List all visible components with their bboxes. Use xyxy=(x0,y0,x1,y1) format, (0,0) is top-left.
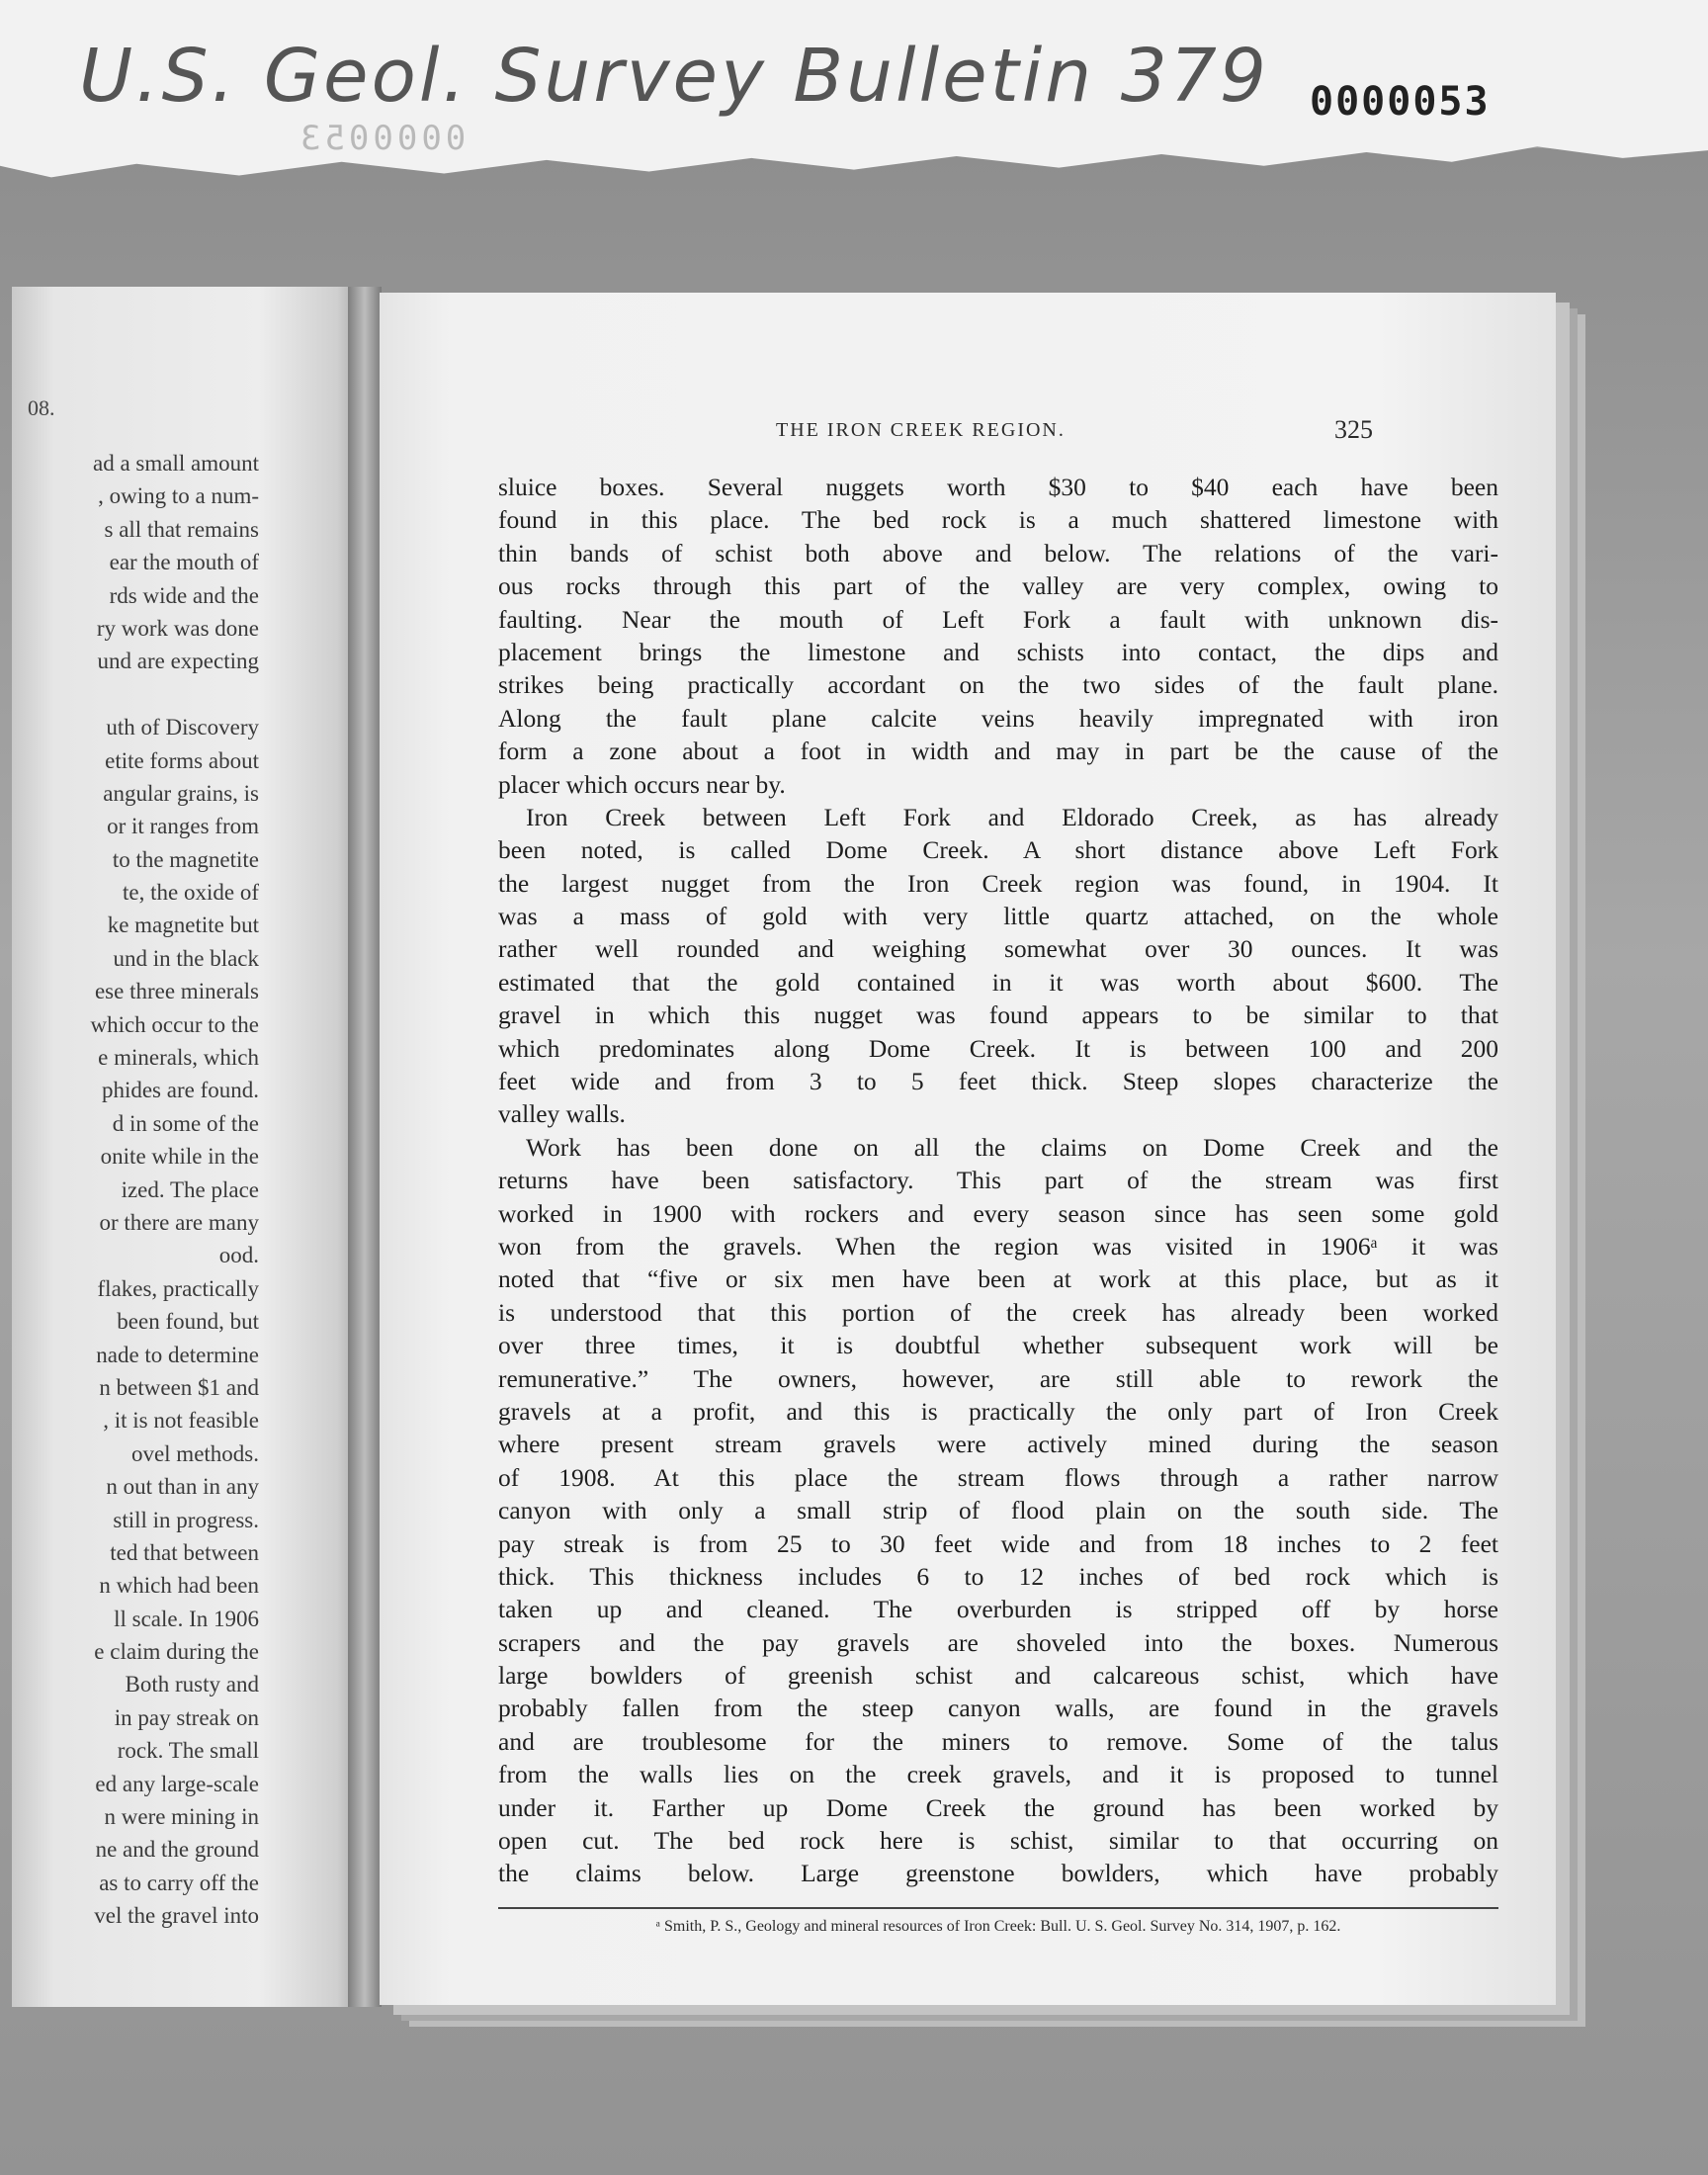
text-line: feet wide and from 3 to 5 feet thick. Steep slopes characterize the xyxy=(498,1067,1498,1096)
left-facing-page xyxy=(12,287,366,2007)
text-line: probably fallen from the steep canyon walls, are found in the gravels xyxy=(498,1694,1498,1723)
left-text-line: Both rusty and xyxy=(125,1672,259,1697)
text-line: the largest nugget from the Iron Creek region was found, in 1904. It xyxy=(498,868,1498,898)
left-text-line: or it ranges from xyxy=(107,814,259,839)
text-line: been noted, is called Dome Creek. A short distance above Left Fork xyxy=(498,835,1498,865)
text-line: strikes being practically accordant on the two sides of the fault plane. xyxy=(498,670,1498,700)
left-text-line: etite forms about xyxy=(105,747,259,773)
left-text-line: ll scale. In 1906 xyxy=(114,1606,259,1631)
left-text-line: n which had been xyxy=(99,1573,259,1599)
text-line: found in this place. The bed rock is a much shattered limestone with xyxy=(498,505,1498,535)
text-line: where present stream gravels were actively mined during the season xyxy=(498,1430,1498,1459)
left-page-number: 08. xyxy=(28,395,55,420)
left-text-line: phides are found. xyxy=(101,1078,259,1103)
document-number-stamp: 0000053 xyxy=(1310,79,1491,125)
text-line: which predominates along Dome Creek. It is between 100 and 200 xyxy=(498,1033,1498,1063)
text-line: valley walls. xyxy=(498,1099,626,1129)
text-line: gravels at a profit, and this is practically the only part of Iron Creek xyxy=(498,1396,1498,1426)
body-text xyxy=(498,471,1498,1890)
text-line: placer which occurs near by. xyxy=(498,769,786,799)
text-line: over three times, it is doubtful whether subsequent work will be xyxy=(498,1331,1498,1360)
left-text-line: to the magnetite xyxy=(112,846,259,872)
text-line: worked in 1900 with rockers and every season since has seen some gold xyxy=(498,1198,1498,1228)
left-text-line: rock. The small xyxy=(117,1738,259,1764)
left-text-line: ke magnetite but xyxy=(107,913,259,938)
left-text-line: ad a small amount xyxy=(93,451,259,476)
left-text-line: still in progress. xyxy=(113,1507,259,1532)
left-text-line: uth of Discovery xyxy=(106,715,259,740)
text-line: ous rocks through this part of the valley are very complex, owing to xyxy=(498,571,1498,601)
left-text-line: ted that between xyxy=(110,1539,259,1565)
text-line: under it. Farther up Dome Creek the ground has been worked by xyxy=(498,1792,1498,1822)
handwritten-note: U.S. Geol. Survey Bulletin 379 xyxy=(79,34,1269,119)
left-text-line: nade to determine xyxy=(96,1342,259,1367)
left-text-line: und in the black xyxy=(113,945,259,971)
left-text-line: ood. xyxy=(218,1243,259,1268)
left-text-line: onite while in the xyxy=(100,1144,259,1170)
left-text-line: n between $1 and xyxy=(99,1374,259,1400)
left-text-line: ne and the ground xyxy=(95,1837,259,1863)
text-line: placement brings the limestone and schists into contact, the dips and xyxy=(498,637,1498,666)
left-text-line: , owing to a num- xyxy=(98,483,259,509)
left-text-line: ry work was done xyxy=(96,615,259,641)
text-line: estimated that the gold contained in it was worth about $600. The xyxy=(498,967,1498,997)
left-text-line: in pay streak on xyxy=(114,1704,259,1730)
text-line: returns have been satisfactory. This part of the stream was first xyxy=(498,1166,1498,1195)
footnote-rule xyxy=(498,1907,1498,1909)
left-text-line xyxy=(12,678,259,711)
text-line: noted that “five or six men have been at work at this place, but as it xyxy=(498,1264,1498,1294)
text-line: won from the gravels. When the region was visited in 1906ᵃ it was xyxy=(498,1231,1498,1261)
text-line: gravel in which this nugget was found appears to be similar to that xyxy=(498,1000,1498,1030)
left-text-line: n out than in any xyxy=(106,1474,259,1500)
right-page xyxy=(380,293,1556,2005)
text-line: rather well rounded and weighing somewhat over 30 ounces. It was xyxy=(498,934,1498,964)
text-line: Along the fault plane calcite veins heavily impregnated with iron xyxy=(498,703,1498,733)
left-text-line: as to carry off the xyxy=(99,1870,259,1895)
left-text-line: vel the gravel into xyxy=(94,1903,259,1929)
left-text-line: n were mining in xyxy=(104,1804,259,1830)
text-line: of 1908. At this place the stream flows through a rather narrow xyxy=(498,1462,1498,1492)
left-text-line: ed any large-scale xyxy=(95,1771,259,1796)
left-page-text xyxy=(12,447,263,1933)
text-line: is understood that this portion of the creek has already been worked xyxy=(498,1297,1498,1327)
text-line: was a mass of gold with very little quartz attached, on the whole xyxy=(498,902,1498,931)
text-line: pay streak is from 25 to 30 feet wide and from 18 inches to 2 feet xyxy=(498,1528,1498,1558)
left-text-line: or there are many xyxy=(99,1209,259,1235)
left-text-line: e minerals, which xyxy=(98,1045,259,1071)
left-text-line: ese three minerals xyxy=(94,979,259,1004)
text-line: canyon with only a small strip of flood plain on the south side. The xyxy=(498,1496,1498,1525)
running-head: THE IRON CREEK REGION. xyxy=(776,419,1066,441)
text-line: scrapers and the pay gravels are shoveled into the boxes. Numerous xyxy=(498,1627,1498,1657)
page-number: 325 xyxy=(1334,415,1373,444)
text-line: from the walls lies on the creek gravels, and it is proposed to tunnel xyxy=(498,1760,1498,1789)
text-line: Work has been done on all the claims on Dome Creek and the xyxy=(526,1132,1498,1162)
left-text-line: ear the mouth of xyxy=(109,550,259,575)
left-text-line: e claim during the xyxy=(94,1639,259,1665)
footnote: ᵃ Smith, P. S., Geology and mineral resources of Iron Creek: Bull. U. S. Geol. Survey No. 314, 1907, p. 162. xyxy=(655,1918,1341,1935)
left-text-line: rds wide and the xyxy=(109,582,259,608)
left-text-line: te, the oxide of xyxy=(123,880,259,906)
text-line: and are troublesome for the miners to remove. Some of the talus xyxy=(498,1726,1498,1756)
left-text-line: flakes, practically xyxy=(97,1275,259,1301)
left-text-line: , it is not feasible xyxy=(103,1408,259,1434)
text-line: sluice boxes. Several nuggets worth $30 to $40 each have been xyxy=(498,473,1498,501)
text-line: Iron Creek between Left Fork and Eldorado Creek, as has already xyxy=(526,802,1498,831)
left-text-line: angular grains, is xyxy=(103,780,259,806)
text-line: taken up and cleaned. The overburden is stripped off by horse xyxy=(498,1595,1498,1624)
left-text-line: which occur to the xyxy=(90,1011,259,1037)
faint-mirrored-stamp: 0000053 xyxy=(297,119,467,158)
text-line: large bowlders of greenish schist and calcareous schist, which have xyxy=(498,1661,1498,1691)
left-text-line: ovel methods. xyxy=(130,1440,259,1466)
left-text-line: s all that remains xyxy=(104,516,259,542)
text-line: faulting. Near the mouth of Left Fork a fault with unknown dis- xyxy=(498,604,1498,634)
left-text-line: d in some of the xyxy=(112,1110,259,1136)
left-text-line: ized. The place xyxy=(121,1176,259,1202)
book-spine xyxy=(348,287,382,2007)
left-text-line: been found, but xyxy=(117,1309,259,1335)
text-line: thick. This thickness includes 6 to 12 inches of bed rock which is xyxy=(498,1561,1498,1591)
text-line: form a zone about a foot in width and may in part be the cause of the xyxy=(498,737,1498,766)
text-line: remunerative.” The owners, however, are still able to rework the xyxy=(498,1363,1498,1393)
text-line: the claims below. Large greenstone bowlders, which have probably xyxy=(498,1859,1498,1888)
left-text-line: und are expecting xyxy=(97,649,259,674)
text-line: open cut. The bed rock here is schist, similar to that occurring on xyxy=(498,1826,1498,1856)
text-line: thin bands of schist both above and below. The relations of the vari- xyxy=(498,538,1498,567)
